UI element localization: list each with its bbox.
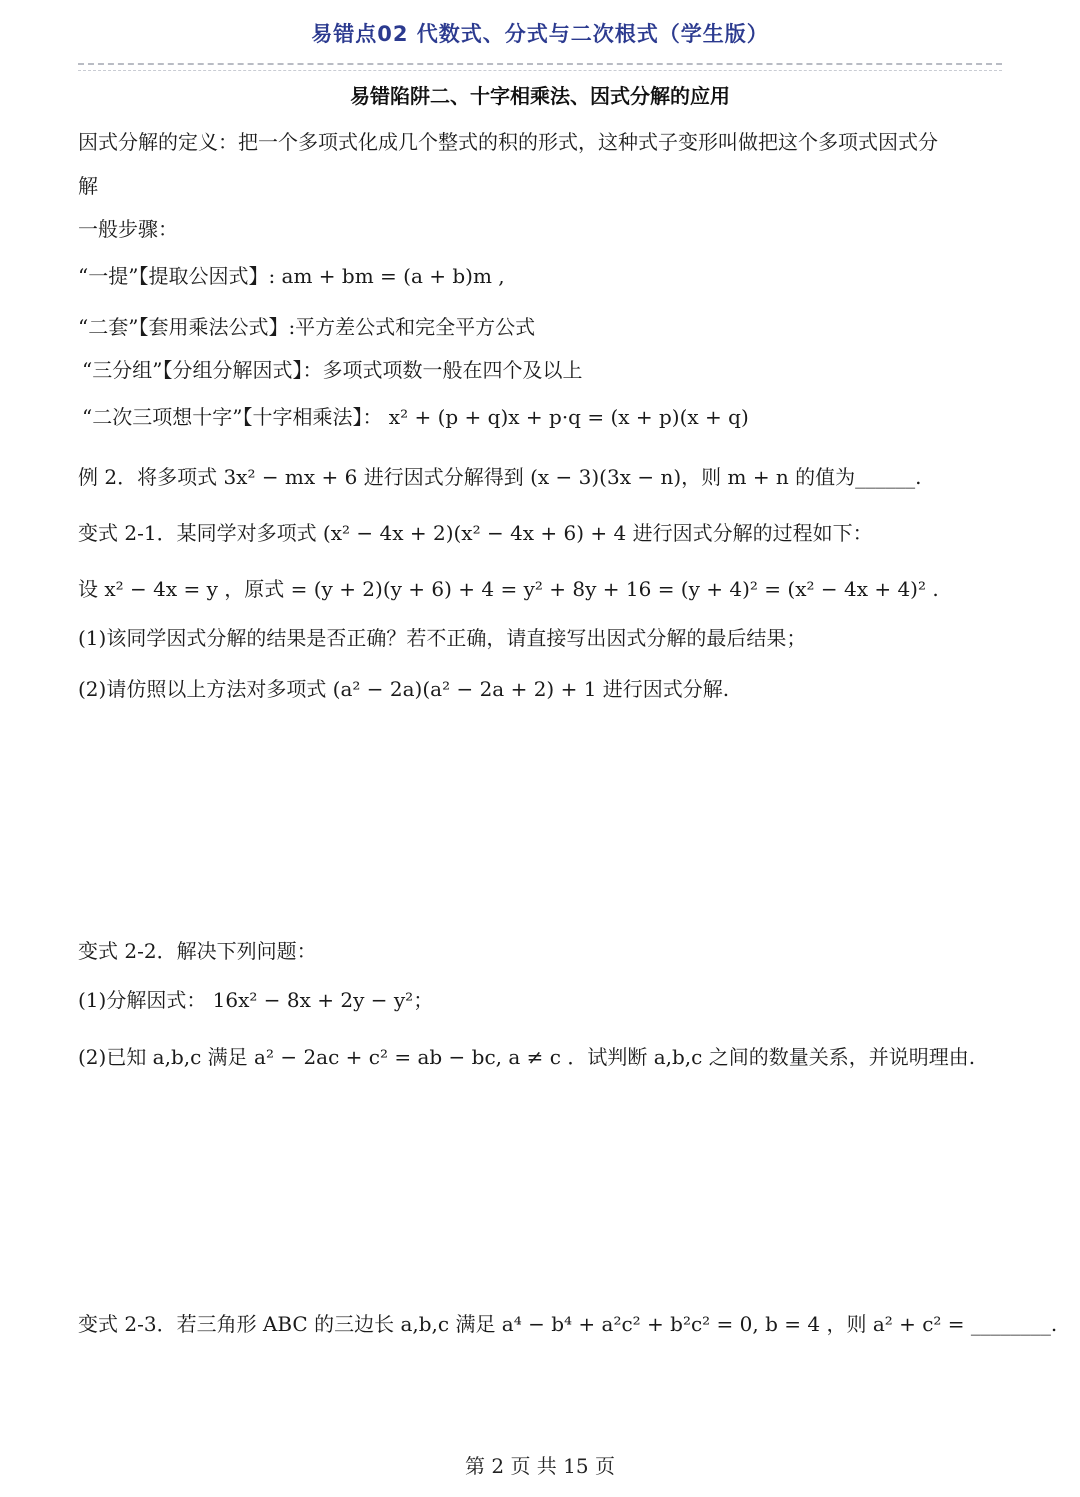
definition-line-1: 因式分解的定义：把一个多项式化成几个整式的积的形式，这种式子变形叫做把这个多项式因式分 — [78, 130, 938, 154]
example-2: 例 2．将多项式 3x² − mx + 6 进行因式分解得到 (x − 3)(3x − n)，则 m + n 的值为______. — [78, 465, 922, 489]
variant-2-2-question-1: (1)分解因式： 16x² − 8x + 2y − y²； — [78, 988, 434, 1012]
section-title: 易错陷阱二、十字相乘法、因式分解的应用 — [350, 84, 730, 108]
step-cross-multiplication: “二次三项想十字”【十字相乘法】： x² + (p + q)x + p·q = (x + p)(x + q) — [82, 405, 749, 429]
step-grouping: “三分组”【分组分解因式】：多项式项数一般在四个及以上 — [82, 358, 583, 382]
step-apply-formulas: “二套”【套用乘法公式】:平方差公式和完全平方公式 — [78, 315, 536, 339]
step-extract-common-factor: “一提”【提取公因式】: am + bm = (a + b)m , — [78, 264, 505, 288]
variant-2-1-process: 设 x² − 4x = y ，原式 = (y + 2)(y + 6) + 4 = y² + 8y + 16 = (y + 4)² = (x² − 4x + 4)² . — [78, 577, 939, 601]
header-divider-secondary — [78, 70, 1002, 71]
variant-2-3: 变式 2-3．若三角形 ABC 的三边长 a,b,c 满足 a⁴ − b⁴ + a²c² + b²c² = 0, b = 4 ，则 a² + c² = ________. — [78, 1312, 1058, 1336]
header-divider — [78, 63, 1002, 65]
page-footer: 第 2 页 共 15 页 — [465, 1454, 615, 1478]
variant-2-1-intro: 变式 2-1．某同学对多项式 (x² − 4x + 2)(x² − 4x + 6) + 4 进行因式分解的过程如下： — [78, 521, 873, 545]
steps-heading: 一般步骤： — [78, 217, 178, 241]
variant-2-1-question-2: (2)请仿照以上方法对多项式 (a² − 2a)(a² − 2a + 2) + 1 进行因式分解. — [78, 677, 730, 701]
variant-2-1-question-1: (1)该同学因式分解的结果是否正确？若不正确，请直接写出因式分解的最后结果； — [78, 626, 807, 650]
variant-2-2-question-2: (2)已知 a,b,c 满足 a² − 2ac + c² = ab − bc, a ≠ c ．试判断 a,b,c 之间的数量关系，并说明理由. — [78, 1045, 976, 1069]
variant-2-2-intro: 变式 2-2．解决下列问题： — [78, 939, 317, 963]
definition-line-2: 解 — [78, 174, 98, 198]
page-header-title: 易错点02 代数式、分式与二次根式（学生版） — [311, 22, 769, 46]
